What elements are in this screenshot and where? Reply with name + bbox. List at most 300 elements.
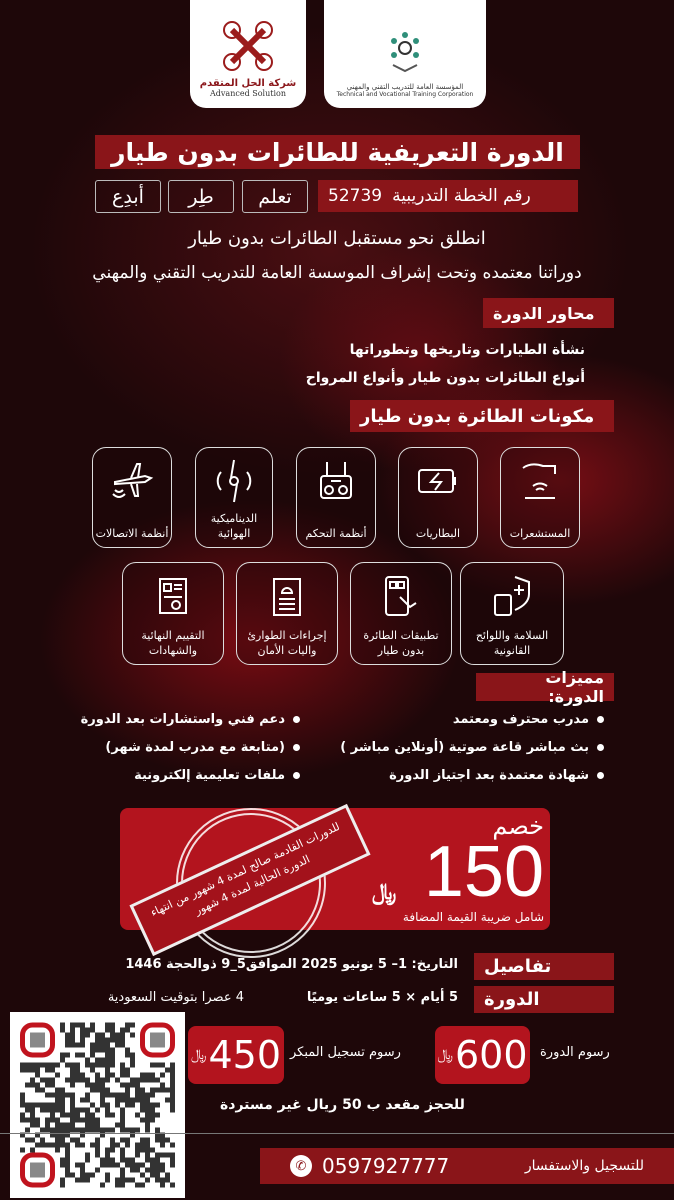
qr-module bbox=[40, 1143, 45, 1148]
qr-module bbox=[145, 1128, 150, 1133]
qr-module bbox=[40, 1078, 45, 1083]
qr-module bbox=[65, 1158, 70, 1163]
tag-create: أبدِع bbox=[95, 180, 161, 213]
qr-module bbox=[150, 1118, 155, 1123]
qr-module bbox=[160, 1063, 165, 1068]
qr-module bbox=[30, 1078, 35, 1083]
qr-module bbox=[60, 1098, 65, 1103]
qr-module bbox=[95, 1153, 100, 1158]
qr-module bbox=[70, 1068, 75, 1073]
qr-module bbox=[65, 1063, 70, 1068]
qr-module bbox=[35, 1083, 40, 1088]
feature-item: ملفات تعليمية إلكترونية bbox=[81, 768, 300, 783]
qr-module bbox=[70, 1103, 75, 1108]
qr-module bbox=[115, 1043, 120, 1048]
qr-module bbox=[75, 1043, 80, 1048]
qr-module bbox=[35, 1103, 40, 1108]
qr-module bbox=[30, 1103, 35, 1108]
qr-module bbox=[170, 1083, 175, 1088]
qr-module bbox=[120, 1113, 125, 1118]
qr-module bbox=[50, 1083, 55, 1088]
axis-item: نشأة الطيارات وتاريخها وتطوراتها bbox=[349, 342, 585, 358]
qr-module bbox=[115, 1163, 120, 1168]
qr-module bbox=[80, 1043, 85, 1048]
component-final-assessment: التقييم النهائية والشهادات bbox=[122, 562, 224, 665]
qr-module bbox=[45, 1143, 50, 1148]
qr-module bbox=[100, 1033, 105, 1038]
qr-module bbox=[65, 1128, 70, 1133]
qr-module bbox=[120, 1158, 125, 1163]
qr-module bbox=[120, 1093, 125, 1098]
qr-module bbox=[170, 1073, 175, 1078]
qr-module bbox=[115, 1098, 120, 1103]
qr-module bbox=[120, 1138, 125, 1143]
qr-module bbox=[145, 1108, 150, 1113]
qr-module bbox=[60, 1053, 65, 1058]
contact-bar bbox=[260, 1148, 674, 1184]
qr-module bbox=[95, 1168, 100, 1173]
qr-module bbox=[105, 1048, 110, 1053]
qr-module bbox=[145, 1123, 150, 1128]
qr-module bbox=[130, 1103, 135, 1108]
qr-module bbox=[45, 1108, 50, 1113]
qr-module bbox=[140, 1138, 145, 1143]
component-control-systems: أنظمة التحكم bbox=[296, 447, 376, 548]
qr-module bbox=[55, 1103, 60, 1108]
qr-module bbox=[100, 1128, 105, 1133]
qr-module bbox=[155, 1113, 160, 1118]
qr-module bbox=[55, 1063, 60, 1068]
qr-module bbox=[170, 1063, 175, 1068]
qr-module bbox=[95, 1128, 100, 1133]
features-left-list bbox=[81, 712, 300, 783]
qr-module bbox=[155, 1178, 160, 1183]
qr-module bbox=[120, 1043, 125, 1048]
qr-module bbox=[125, 1023, 130, 1028]
component-batteries: البطاريات bbox=[398, 447, 478, 548]
axis-item: أنواع الطائرات بدون طيار وأنواع المرواح bbox=[305, 370, 585, 386]
qr-module bbox=[50, 1093, 55, 1098]
qr-module bbox=[80, 1023, 85, 1028]
qr-module bbox=[105, 1153, 110, 1158]
qr-module bbox=[25, 1138, 30, 1143]
qr-module bbox=[100, 1158, 105, 1163]
certificate-icon bbox=[150, 573, 196, 619]
qr-module bbox=[65, 1078, 70, 1083]
qr-module bbox=[110, 1148, 115, 1153]
qr-module bbox=[145, 1078, 150, 1083]
qr-module bbox=[110, 1128, 115, 1133]
qr-module bbox=[30, 1138, 35, 1143]
qr-module bbox=[75, 1138, 80, 1143]
tvtc-text-en: Technical and Vocational Training Corporation bbox=[336, 91, 474, 98]
qr-module bbox=[80, 1028, 85, 1033]
qr-module bbox=[85, 1058, 90, 1063]
qr-module bbox=[105, 1163, 110, 1168]
feature-item: بث مباشر قاعة صوتية (أونلاين مباشر ) bbox=[340, 740, 604, 755]
qr-module bbox=[140, 1118, 145, 1123]
qr-module bbox=[110, 1028, 115, 1033]
qr-module bbox=[60, 1113, 65, 1118]
qr-module bbox=[100, 1083, 105, 1088]
qr-module bbox=[25, 1128, 30, 1133]
qr-module bbox=[105, 1053, 110, 1058]
qr-module bbox=[50, 1078, 55, 1083]
qr-module bbox=[80, 1163, 85, 1168]
contact-phone[interactable]: 0597927777 bbox=[322, 1154, 450, 1178]
qr-module bbox=[110, 1058, 115, 1063]
qr-module bbox=[130, 1023, 135, 1028]
qr-module bbox=[155, 1103, 160, 1108]
component-aerodynamics: الديناميكية الهوائية bbox=[195, 447, 273, 548]
qr-module bbox=[90, 1023, 95, 1028]
component-sensors: المستشعرات bbox=[500, 447, 580, 548]
qr-module bbox=[70, 1073, 75, 1078]
qr-module bbox=[105, 1068, 110, 1073]
qr-module bbox=[145, 1103, 150, 1108]
qr-module bbox=[90, 1083, 95, 1088]
qr-module bbox=[80, 1108, 85, 1113]
qr-module bbox=[20, 1068, 25, 1073]
qr-module bbox=[170, 1093, 175, 1098]
qr-module bbox=[45, 1078, 50, 1083]
qr-module bbox=[25, 1118, 30, 1123]
qr-module bbox=[130, 1098, 135, 1103]
qr-module bbox=[105, 1063, 110, 1068]
qr-module bbox=[145, 1113, 150, 1118]
qr-module bbox=[150, 1103, 155, 1108]
qr-module bbox=[170, 1183, 175, 1188]
qr-module bbox=[155, 1063, 160, 1068]
qr-module bbox=[45, 1068, 50, 1073]
qr-module bbox=[170, 1163, 175, 1168]
qr-module bbox=[25, 1083, 30, 1088]
qr-module bbox=[105, 1073, 110, 1078]
component-emergency-procedures: إجراءات الطوارئ واليات الأمان bbox=[236, 562, 338, 665]
qr-module bbox=[125, 1028, 130, 1033]
qr-module bbox=[125, 1098, 130, 1103]
vat-note: شامل ضريبة القيمة المضافة bbox=[402, 910, 544, 924]
qr-module bbox=[140, 1173, 145, 1178]
tvtc-emblem-icon bbox=[385, 29, 425, 75]
qr-module bbox=[70, 1063, 75, 1068]
qr-module bbox=[20, 1063, 25, 1068]
emergency-document-icon bbox=[264, 573, 310, 619]
qr-module bbox=[165, 1153, 170, 1158]
qr-module bbox=[130, 1033, 135, 1038]
qr-module bbox=[75, 1163, 80, 1168]
registration-qr-code[interactable] bbox=[10, 1012, 185, 1198]
qr-module bbox=[170, 1068, 175, 1073]
qr-module bbox=[130, 1053, 135, 1058]
qr-module bbox=[90, 1103, 95, 1108]
qr-module bbox=[130, 1128, 135, 1133]
qr-module bbox=[75, 1113, 80, 1118]
components-heading: مكونات الطائرة بدون طيار bbox=[350, 400, 614, 432]
qr-module bbox=[70, 1093, 75, 1098]
course-time: 4 عصرا بتوقيت السعودية bbox=[107, 990, 244, 1005]
qr-module bbox=[105, 1148, 110, 1153]
qr-module bbox=[115, 1178, 120, 1183]
qr-module bbox=[110, 1053, 115, 1058]
qr-module bbox=[155, 1173, 160, 1178]
course-schedule: 5 أيام × 5 ساعات يوميًا bbox=[306, 990, 458, 1005]
qr-module bbox=[60, 1128, 65, 1133]
qr-module bbox=[60, 1028, 65, 1033]
qr-module bbox=[80, 1173, 85, 1178]
qr-module bbox=[120, 1108, 125, 1113]
qr-module bbox=[20, 1093, 25, 1098]
qr-module bbox=[80, 1128, 85, 1133]
qr-module bbox=[95, 1083, 100, 1088]
qr-module bbox=[75, 1108, 80, 1113]
qr-module bbox=[105, 1023, 110, 1028]
qr-module bbox=[60, 1183, 65, 1188]
feature-item: شهادة معتمدة بعد اجتياز الدورة bbox=[389, 768, 604, 783]
qr-module bbox=[150, 1158, 155, 1163]
qr-module bbox=[95, 1058, 100, 1063]
discount-amount: 150 bbox=[423, 832, 544, 912]
qr-module bbox=[170, 1108, 175, 1113]
plan-number: 52739 bbox=[328, 186, 383, 206]
qr-module bbox=[85, 1128, 90, 1133]
qr-module bbox=[65, 1153, 70, 1158]
qr-module bbox=[60, 1108, 65, 1113]
qr-module bbox=[110, 1073, 115, 1078]
qr-module bbox=[80, 1178, 85, 1183]
qr-module bbox=[30, 1083, 35, 1088]
qr-module bbox=[140, 1143, 145, 1148]
qr-module bbox=[145, 1098, 150, 1103]
qr-module bbox=[30, 1068, 35, 1073]
qr-module bbox=[110, 1063, 115, 1068]
qr-module bbox=[105, 1028, 110, 1033]
qr-module bbox=[145, 1153, 150, 1158]
qr-module bbox=[95, 1118, 100, 1123]
feature-item: دعم فني واستشارات بعد الدورة bbox=[81, 712, 300, 727]
qr-module bbox=[160, 1138, 165, 1143]
qr-module bbox=[45, 1093, 50, 1098]
qr-module bbox=[70, 1108, 75, 1113]
qr-module bbox=[150, 1073, 155, 1078]
qr-module bbox=[120, 1073, 125, 1078]
qr-module bbox=[90, 1048, 95, 1053]
qr-module bbox=[100, 1063, 105, 1068]
qr-module bbox=[95, 1088, 100, 1093]
qr-module bbox=[80, 1033, 85, 1038]
qr-module bbox=[100, 1103, 105, 1108]
logo-text-en: Advanced Solution bbox=[210, 89, 286, 98]
qr-module bbox=[165, 1178, 170, 1183]
qr-module bbox=[140, 1088, 145, 1093]
qr-module bbox=[140, 1098, 145, 1103]
qr-module bbox=[170, 1088, 175, 1093]
qr-module bbox=[55, 1143, 60, 1148]
qr-module bbox=[20, 1118, 25, 1123]
qr-module bbox=[125, 1048, 130, 1053]
qr-module bbox=[145, 1168, 150, 1173]
qr-module bbox=[50, 1118, 55, 1123]
qr-module bbox=[95, 1033, 100, 1038]
qr-module bbox=[60, 1163, 65, 1168]
qr-module bbox=[115, 1143, 120, 1148]
qr-module bbox=[65, 1053, 70, 1058]
qr-module bbox=[20, 1148, 25, 1153]
qr-module bbox=[40, 1108, 45, 1113]
qr-module bbox=[150, 1113, 155, 1118]
qr-module bbox=[95, 1073, 100, 1078]
qr-module bbox=[120, 1148, 125, 1153]
qr-module bbox=[90, 1088, 95, 1093]
qr-module bbox=[60, 1023, 65, 1028]
qr-module bbox=[50, 1113, 55, 1118]
qr-module bbox=[160, 1168, 165, 1173]
qr-module bbox=[60, 1158, 65, 1163]
qr-module bbox=[85, 1078, 90, 1083]
qr-module bbox=[35, 1063, 40, 1068]
qr-module bbox=[125, 1093, 130, 1098]
qr-module bbox=[85, 1033, 90, 1038]
qr-module bbox=[120, 1178, 125, 1183]
qr-module bbox=[160, 1163, 165, 1168]
qr-module bbox=[65, 1163, 70, 1168]
tag-learn: تعلم bbox=[242, 180, 308, 213]
qr-module bbox=[45, 1063, 50, 1068]
qr-module bbox=[85, 1158, 90, 1163]
qr-module bbox=[30, 1113, 35, 1118]
qr-module bbox=[135, 1143, 140, 1148]
qr-module bbox=[70, 1138, 75, 1143]
qr-module bbox=[145, 1093, 150, 1098]
battery-icon bbox=[415, 458, 461, 504]
qr-module bbox=[80, 1118, 85, 1123]
qr-module bbox=[90, 1118, 95, 1123]
qr-module bbox=[55, 1123, 60, 1128]
qr-module bbox=[130, 1158, 135, 1163]
qr-module bbox=[70, 1113, 75, 1118]
qr-module bbox=[125, 1128, 130, 1133]
qr-module bbox=[65, 1143, 70, 1148]
qr-module bbox=[110, 1113, 115, 1118]
qr-module bbox=[40, 1088, 45, 1093]
qr-module bbox=[120, 1183, 125, 1188]
qr-module bbox=[135, 1168, 140, 1173]
qr-module bbox=[130, 1063, 135, 1068]
divider bbox=[0, 1133, 674, 1134]
qr-module bbox=[95, 1043, 100, 1048]
qr-module bbox=[135, 1088, 140, 1093]
qr-module bbox=[105, 1038, 110, 1043]
qr-module bbox=[120, 1118, 125, 1123]
qr-module bbox=[70, 1128, 75, 1133]
qr-module bbox=[125, 1158, 130, 1163]
drone-logo-icon bbox=[222, 20, 274, 72]
qr-module bbox=[80, 1168, 85, 1173]
early-fee-price: ﷼ 450 bbox=[188, 1026, 284, 1084]
qr-module bbox=[125, 1178, 130, 1183]
qr-module bbox=[105, 1093, 110, 1098]
qr-module bbox=[110, 1048, 115, 1053]
stamp-text: للدورات القادمة صالح لمدة 4 شهور من انتهاء الدورة الحالية لمدة 4 شهور bbox=[129, 804, 370, 956]
qr-module bbox=[160, 1183, 165, 1188]
qr-module bbox=[45, 1118, 50, 1123]
qr-module bbox=[160, 1143, 165, 1148]
qr-module bbox=[55, 1093, 60, 1098]
qr-module bbox=[140, 1103, 145, 1108]
qr-module bbox=[100, 1163, 105, 1168]
qr-module bbox=[100, 1093, 105, 1098]
qr-module bbox=[105, 1078, 110, 1083]
qr-module bbox=[170, 1143, 175, 1148]
qr-module bbox=[55, 1073, 60, 1078]
qr-module bbox=[110, 1023, 115, 1028]
qr-module bbox=[145, 1073, 150, 1078]
qr-module bbox=[85, 1098, 90, 1103]
tvtc-text-ar: المؤسسة العامة للتدريب التقني والمهني bbox=[346, 83, 464, 91]
qr-module bbox=[145, 1178, 150, 1183]
qr-module bbox=[70, 1033, 75, 1038]
plan-number-banner bbox=[318, 180, 578, 212]
qr-module bbox=[100, 1038, 105, 1043]
qr-module bbox=[140, 1163, 145, 1168]
qr-module bbox=[65, 1033, 70, 1038]
qr-module bbox=[115, 1103, 120, 1108]
qr-module bbox=[115, 1033, 120, 1038]
qr-module bbox=[155, 1153, 160, 1158]
qr-module bbox=[60, 1093, 65, 1098]
qr-module bbox=[100, 1078, 105, 1083]
qr-module bbox=[140, 1108, 145, 1113]
deposit-note: للحجز مقعد ب 50 ريال غير مستردة bbox=[220, 1097, 465, 1113]
qr-module bbox=[40, 1063, 45, 1068]
qr-module bbox=[105, 1108, 110, 1113]
qr-module bbox=[75, 1023, 80, 1028]
qr-module bbox=[135, 1183, 140, 1188]
qr-module bbox=[80, 1078, 85, 1083]
qr-module bbox=[80, 1098, 85, 1103]
qr-module bbox=[45, 1123, 50, 1128]
qr-module bbox=[55, 1128, 60, 1133]
riyal-symbol: ﷼ bbox=[437, 1047, 453, 1063]
course-title: الدورة التعريفية للطائرات بدون طيار bbox=[95, 135, 580, 169]
qr-module bbox=[70, 1028, 75, 1033]
discount-label: خصم bbox=[492, 812, 544, 840]
airplane-signal-icon bbox=[109, 458, 155, 504]
qr-module bbox=[65, 1173, 70, 1178]
qr-module bbox=[70, 1083, 75, 1088]
qr-module bbox=[45, 1128, 50, 1133]
qr-module bbox=[95, 1148, 100, 1153]
qr-module bbox=[125, 1073, 130, 1078]
qr-module bbox=[85, 1093, 90, 1098]
qr-module bbox=[115, 1038, 120, 1043]
qr-module bbox=[150, 1078, 155, 1083]
contact-label: للتسجيل والاستفسار bbox=[524, 1158, 644, 1174]
qr-module bbox=[75, 1178, 80, 1183]
qr-module bbox=[30, 1063, 35, 1068]
shield-book-icon bbox=[489, 573, 535, 619]
qr-module bbox=[165, 1173, 170, 1178]
qr-module bbox=[110, 1138, 115, 1143]
details-label: تفاصيل bbox=[474, 953, 614, 980]
qr-module bbox=[110, 1163, 115, 1168]
qr-module bbox=[105, 1173, 110, 1178]
qr-module bbox=[60, 1143, 65, 1148]
qr-module bbox=[60, 1178, 65, 1183]
qr-module bbox=[140, 1148, 145, 1153]
qr-module bbox=[80, 1143, 85, 1148]
qr-module bbox=[85, 1118, 90, 1123]
